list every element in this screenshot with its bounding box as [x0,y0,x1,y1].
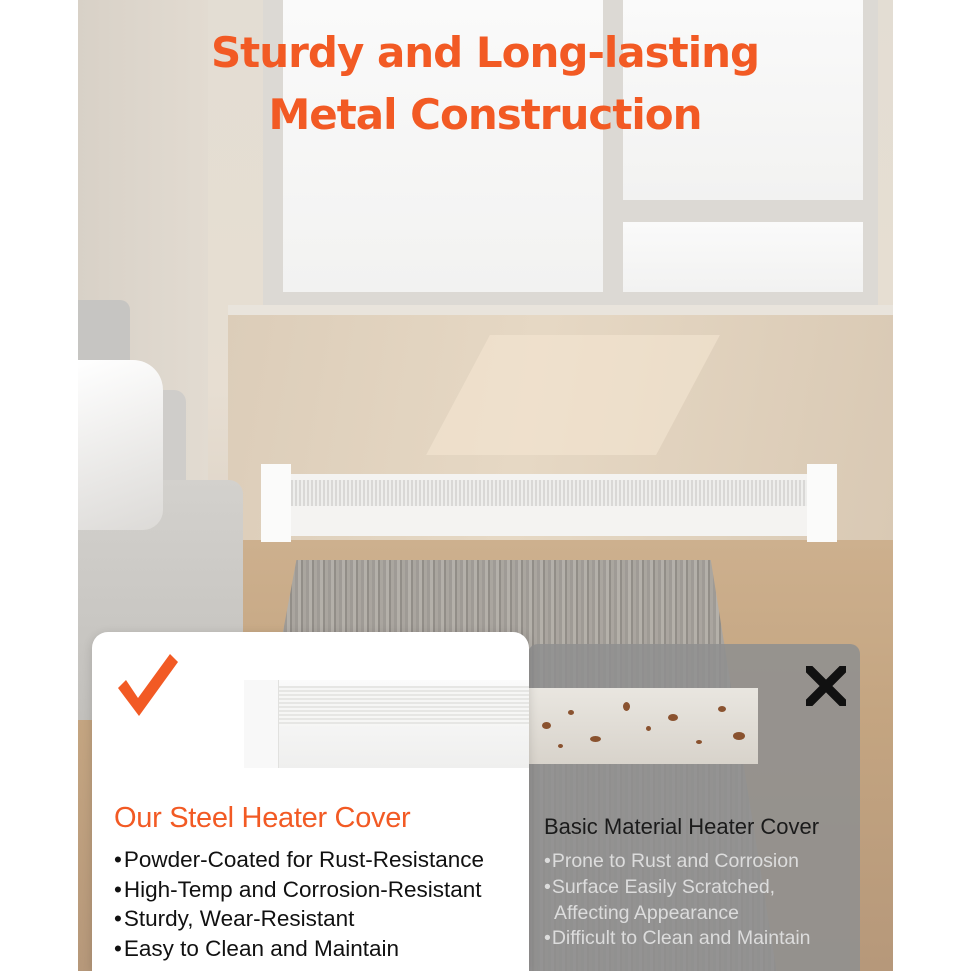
headline [0,22,970,146]
basic-heater-cover-card [528,644,860,971]
rust-spot [696,740,702,744]
heater-end-cap [807,464,837,542]
steel-heater-image [244,680,529,768]
x-mark-icon [806,666,846,706]
window-sill [228,305,893,315]
list-item: • Difficult to Clean and Maintain [544,926,854,952]
rust-spot [568,710,574,715]
list-item: • High-Temp and Corrosion-Resistant [114,875,484,905]
steel-heater-cover-card [92,632,529,971]
headline-line-1: Sturdy and Long-lasting [210,28,760,77]
list-item: • Surface Easily Scratched, Affecting Appearance [544,875,854,927]
baseboard-heater-cover [261,464,837,542]
rust-spot [733,732,745,740]
steel-feature-list [114,845,484,963]
rust-spot [718,706,726,712]
rust-spot [558,744,563,748]
rust-spot [668,714,678,721]
checkmark-icon [112,650,182,720]
rust-spot [646,726,651,731]
rusty-heater-image [528,688,758,764]
list-item: • Easy to Clean and Maintain [114,934,484,964]
heater-grille [291,480,807,506]
window-pane [623,222,863,292]
basic-feature-list [544,849,854,952]
steel-card-title: Our Steel Heater Cover [114,802,411,834]
list-item: • Prone to Rust and Corrosion [544,849,854,875]
list-item: • Powder-Coated for Rust-Resistance [114,845,484,875]
list-item: • Sturdy, Wear-Resistant [114,904,484,934]
rust-spot [590,736,601,742]
rust-spot [542,722,551,729]
heater-end-cap [261,464,291,542]
basic-card-title: Basic Material Heater Cover [544,814,820,839]
headline-line-2: Metal Construction [268,90,702,139]
heater-end-cap [244,680,279,768]
blanket [78,360,163,530]
rust-spot [623,702,630,711]
heater-grille [278,686,529,726]
